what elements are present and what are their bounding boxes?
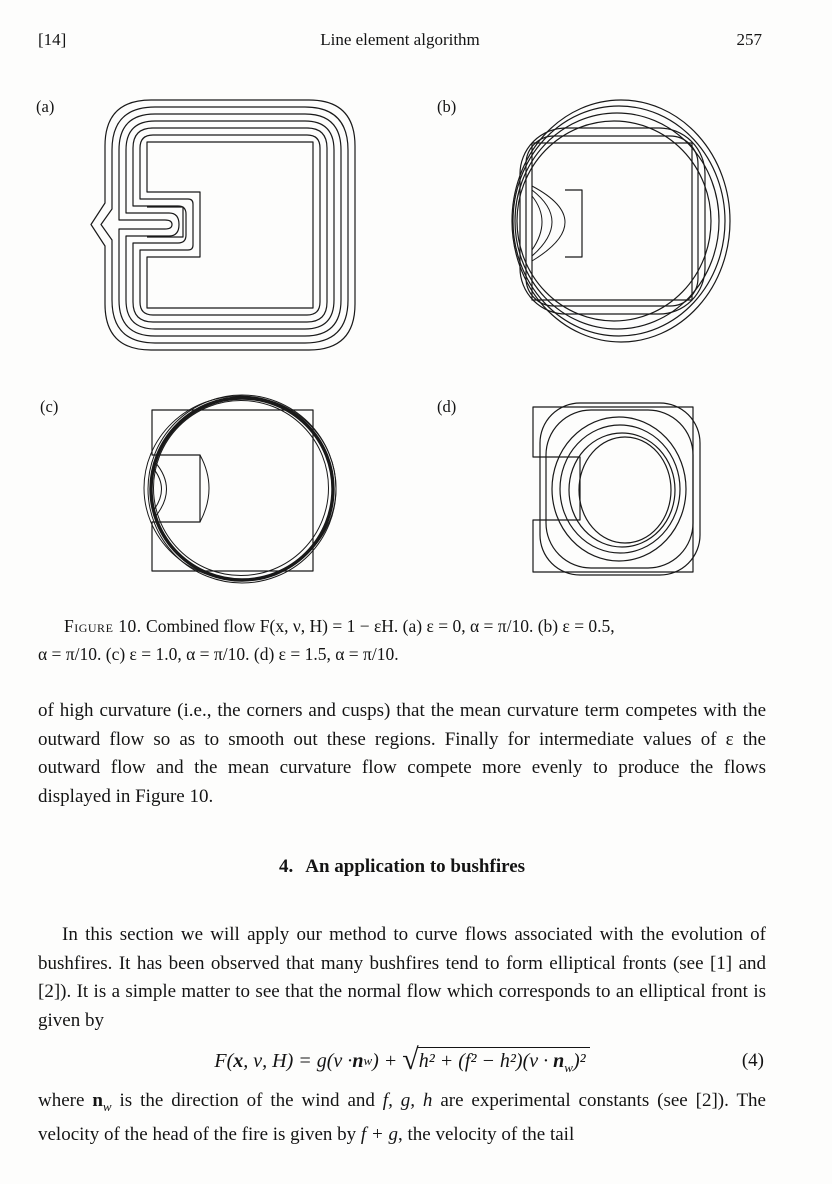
- body-paragraph-3: [38, 1087, 766, 1150]
- figure-panel-c-contour-plot: [138, 392, 343, 592]
- para3-text-4: , the velocity of the tail: [398, 1124, 575, 1146]
- section-title: An application to bushfires: [305, 856, 526, 877]
- bracket-folio: [14]: [38, 30, 67, 49]
- caption-line-1-text: Combined flow F(x, ν, H) = 1 − εH. (a) ε = 0, α = π/10. (b) ε = 0.5,: [141, 616, 615, 636]
- panel-c-label: (c): [40, 397, 59, 416]
- equation-args: , ν, H) = g(ν ·: [243, 1049, 353, 1072]
- equation-bold-x: x: [233, 1049, 244, 1072]
- equation-lhs-F: F(: [214, 1049, 234, 1072]
- figure-panel-b-contour-plot: [462, 90, 752, 355]
- para3-subscript-w: w: [102, 1098, 112, 1114]
- figure-panel-d-contour-plot: [523, 394, 713, 589]
- page-header: [38, 30, 762, 50]
- equation-radical: [402, 1042, 589, 1076]
- para3-italic-f-plus-g: f + g: [360, 1124, 399, 1146]
- panel-b-label: (b): [437, 97, 457, 116]
- caption-line-1: [38, 612, 768, 640]
- body-paragraph-2: In this section we will apply our method to curve flows associated with the evolution of bushfires. It has been observed that many bushfires tend to form elliptical fronts (see [1] and [2]). It is a simple matter to see that the normal flow which corresponds to an elliptical front is given by: [38, 924, 766, 1031]
- equation-bold-n2: n: [553, 1049, 565, 1072]
- equation-subscript-w2: w: [564, 1059, 573, 1075]
- page-number: 257: [736, 30, 762, 49]
- para3-italic-fgh: f, g, h: [382, 1090, 433, 1111]
- equation-bold-n1: n: [352, 1049, 364, 1072]
- panel-d-label: (d): [437, 397, 457, 416]
- radical-sign: √: [402, 1042, 419, 1076]
- section-heading: [38, 856, 766, 878]
- radicand: [417, 1047, 590, 1076]
- panel-a-label: (a): [36, 97, 55, 116]
- section-number: 4.: [278, 856, 294, 877]
- equation-number: (4): [741, 1050, 764, 1071]
- figure-panel-a-contour-plot: [85, 88, 430, 363]
- figure-caption: [38, 612, 768, 668]
- radicand-text-2: )²: [572, 1049, 586, 1072]
- para3-text-1: where: [38, 1090, 93, 1111]
- para3-text-3: are experimental constants (see [2]). The velocity of the head of the fire is given by: [38, 1090, 766, 1146]
- para3-text-2: is the direction of the wind and: [111, 1090, 383, 1111]
- equation-4: [38, 1036, 766, 1086]
- caption-figure-label: Figure 10.: [64, 616, 142, 636]
- running-title: Line element algorithm: [320, 30, 480, 49]
- para3-bold-n: n: [92, 1090, 103, 1111]
- body-paragraph-1: of high curvature (i.e., the corners and cusps) that the mean curvature term competes with the outward flow so as to smooth out these regions. Finally for intermediate values of ε the outward flow and the mean curvature flow compete more evenly to produce the flows displayed in Figure 10.: [38, 700, 766, 807]
- radicand-text-1: h² + (f² − h²)(ν ·: [418, 1049, 554, 1072]
- equation-subscript-w1: w: [363, 1053, 373, 1068]
- equation-plus: ) +: [372, 1049, 398, 1072]
- caption-line-2: α = π/10. (c) ε = 1.0, α = π/10. (d) ε = 1.5, α = π/10.: [38, 644, 399, 664]
